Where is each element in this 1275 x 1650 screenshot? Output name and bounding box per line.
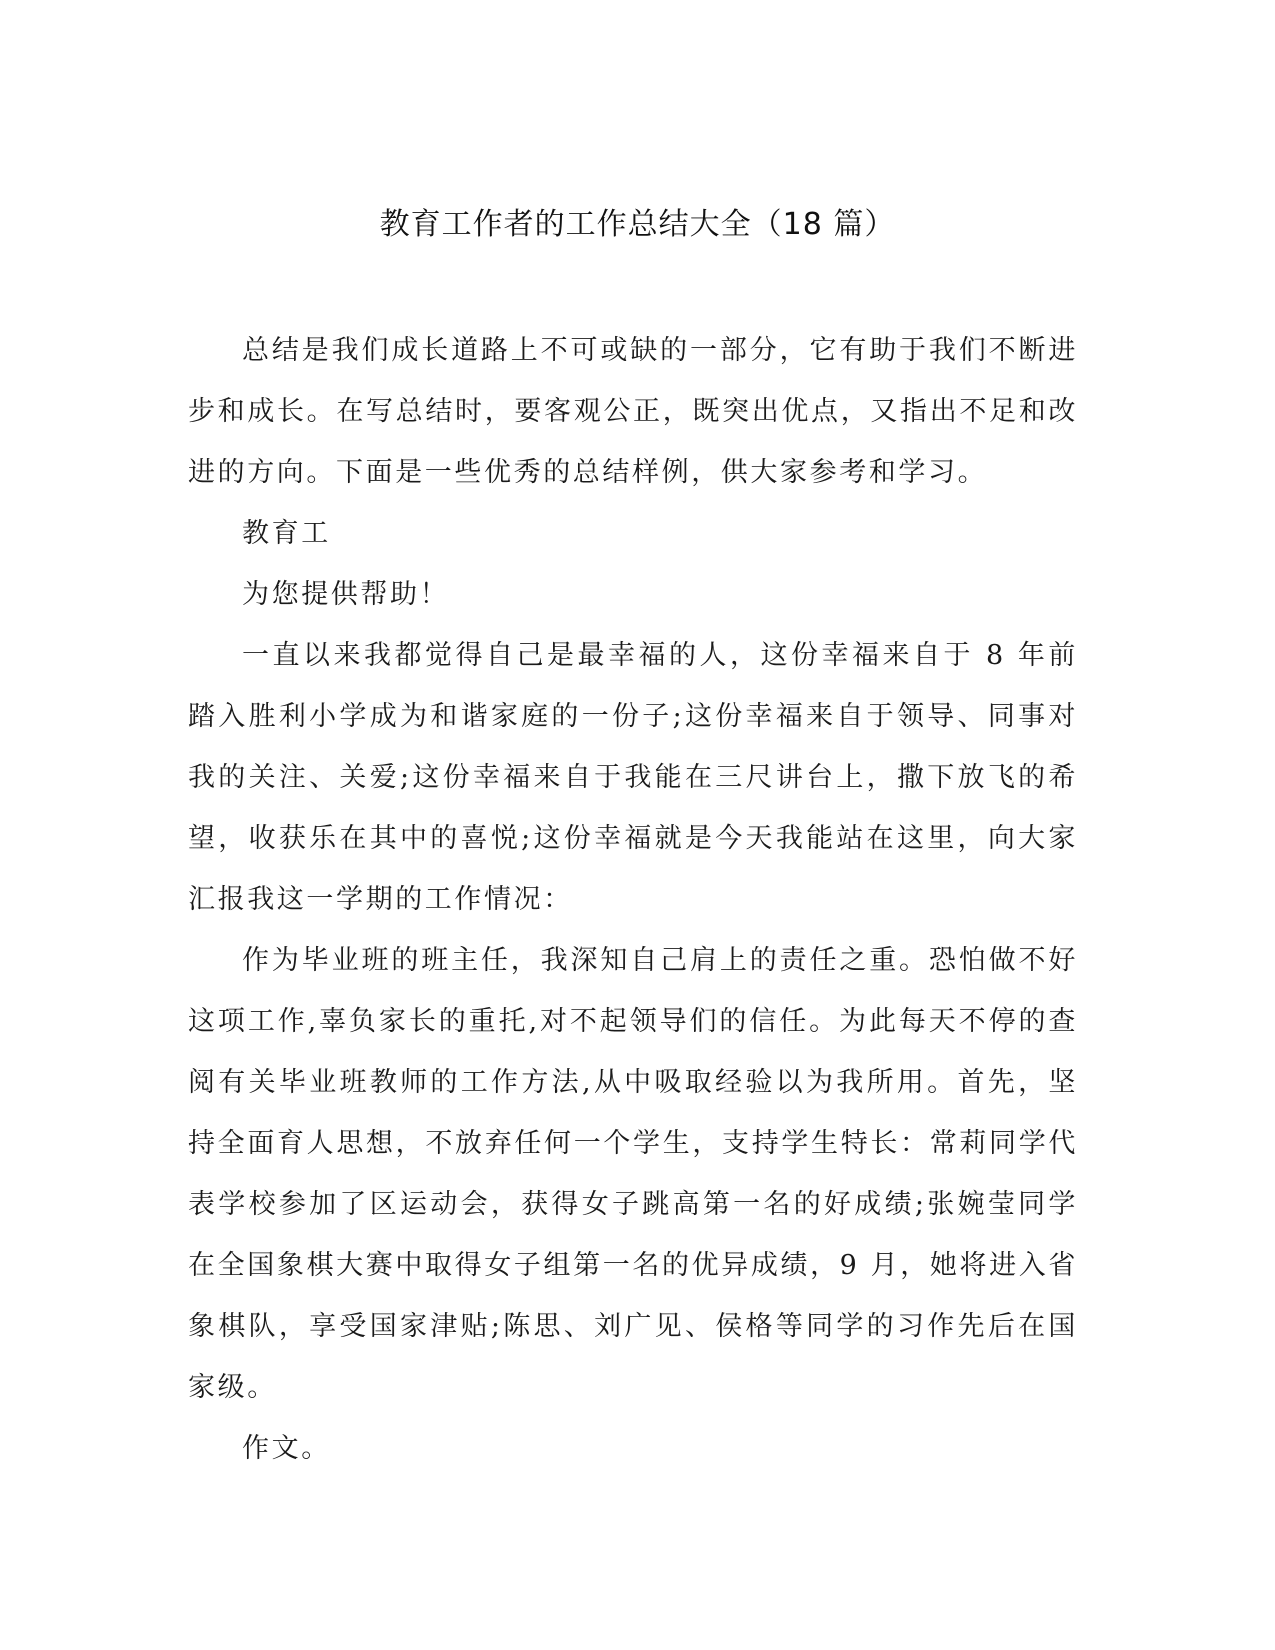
document-title: 教育工作者的工作总结大全（18 篇） xyxy=(379,207,896,242)
paragraph-composition: 作文。 xyxy=(242,1433,331,1464)
document-body xyxy=(188,320,1078,1479)
paragraph-intro: 总结是我们成长道路上不可或缺的一部分，它有助于我们不断进步和成长。在写总结时，要客观公正，既突出优点，又指出不足和改进的方向。下面是一些优秀的总结样例，供大家参考和学习。 xyxy=(188,335,1078,488)
paragraph-heading-fragment: 教育工 xyxy=(242,518,331,549)
paragraph-happiness: 一直以来我都觉得自己是最幸福的人，这份幸福来自于 8 年前踏入胜利小学成为和谐家庭的一份子;这份幸福来自于领导、同事对我的关注、关爱;这份幸福来自于我能在三尺讲台上，撒下放飞的希望，收获乐在其中的喜悦;这份幸福就是今天我能站在这里，向大家汇报我这一学期的工作情况： xyxy=(188,640,1078,915)
paragraph-head-teacher: 作为毕业班的班主任，我深知自己肩上的责任之重。恐怕做不好这项工作,辜负家长的重托,对不起领导们的信任。为此每天不停的查阅有关毕业班教师的工作方法,从中吸取经验以为我所用。首先，坚持全面育人思想，不放弃任何一个学生，支持学生特长：常莉同学代表学校参加了区运动会，获得女子跳高第一名的好成绩;张婉莹同学在全国象棋大赛中取得女子组第一名的优异成绩，9 月，她将进入省象棋队，享受国家津贴;陈思、刘广见、侯格等同学的习作先后在国家级。 xyxy=(188,945,1078,1403)
paragraph-help-line: 为您提供帮助！ xyxy=(242,579,450,610)
